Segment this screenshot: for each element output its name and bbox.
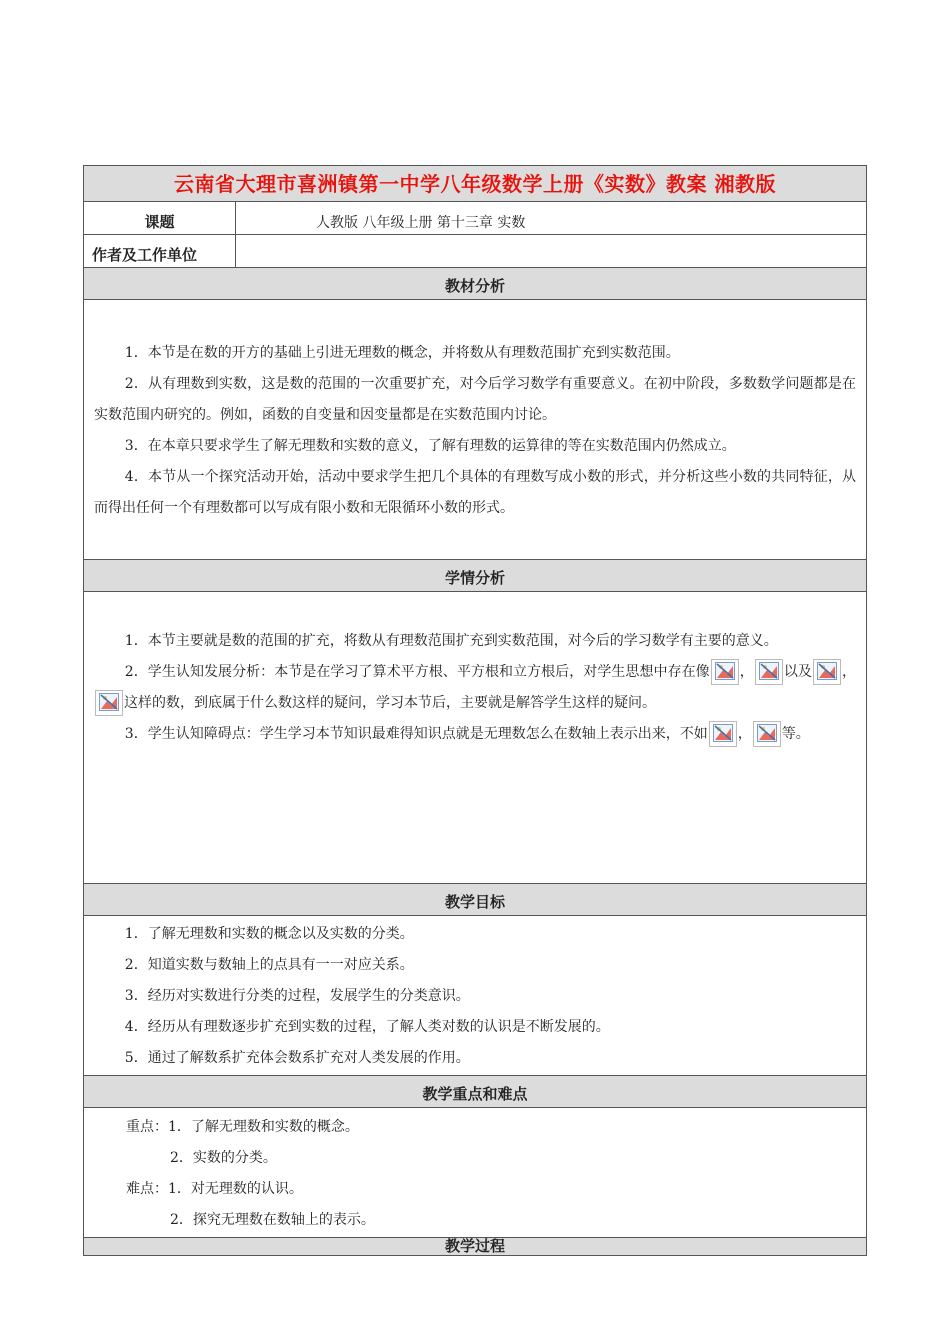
difficulty-line: 难点：1．对无理数的认识。 (126, 1181, 303, 1197)
section-heading-goals: 教学目标 (83, 884, 867, 916)
lesson-plan-table (83, 165, 867, 1256)
paragraph: 2．学生认知发展分析：本节是在学习了算术平方根、平方根和立方根后，对学生思想中存在像 ， 以及 ， 这样的数，到底属于什么数这样的疑问，学习本节后，主要就是解答学生这样的疑问。 (94, 657, 856, 719)
topic-label: 课题 (84, 202, 236, 234)
topic-row (83, 202, 867, 235)
broken-image-icon (709, 721, 737, 747)
list-item: 3．经历对实数进行分类的过程，发展学生的分类意识。 (124, 988, 470, 1004)
section-heading-keypoints: 教学重点和难点 (83, 1076, 867, 1108)
key-point-line: 重点：1．了解无理数和实数的概念。 (126, 1119, 359, 1135)
learner-analysis-body (83, 592, 867, 884)
paragraph: 1．本节是在数的开方的基础上引进无理数的概念，并将数从有理数范围扩充到实数范围。 (124, 345, 680, 361)
key-point-line: 2．实数的分类。 (170, 1150, 277, 1166)
broken-image-icon (813, 659, 841, 685)
list-item: 2．知道实数与数轴上的点具有一一对应关系。 (124, 957, 414, 973)
document-title: 云南省大理市喜洲镇第一中学八年级数学上册《实数》教案 湘教版 (83, 165, 867, 202)
section-heading-learner: 学情分析 (83, 560, 867, 592)
paragraph: 4．本节从一个探究活动开始，活动中要求学生把几个具体的有理数写成小数的形式，并分析这些小数的共同特征，从而得出任何一个有理数都可以写成有限小数和无限循环小数的形式。 (94, 469, 856, 516)
broken-image-icon (95, 690, 123, 716)
broken-image-icon (753, 721, 781, 747)
paragraph: 2．从有理数到实数，这是数的范围的一次重要扩充，对今后学习数学有重要意义。在初中阶段，多数数学问题都是在实数范围内研究的。例如，函数的自变量和因变量都是在实数范围内讨论。 (94, 376, 856, 423)
paragraph: 3．在本章只要求学生了解无理数和实数的意义，了解有理数的运算律的等在实数范围内仍然成立。 (124, 438, 736, 454)
topic-value: 人教版 八年级上册 第十三章 实数 (316, 215, 526, 231)
broken-image-icon (711, 659, 739, 685)
list-item: 5．通过了解数系扩充体会数系扩充对人类发展的作用。 (124, 1050, 470, 1066)
paragraph: 3．学生认知障碍点：学生学习本节知识最难得知识点就是无理数怎么在数轴上表示出来，不如 ， 等。 (94, 719, 856, 750)
section-heading-process: 教学过程 (83, 1238, 867, 1256)
broken-image-icon (755, 659, 783, 685)
material-analysis-body (83, 300, 867, 560)
paragraph: 1．本节主要就是数的范围的扩充，将数从有理数范围扩充到实数范围，对今后的学习数学有主要的意义。 (124, 633, 778, 649)
teaching-goals-body (83, 916, 867, 1076)
list-item: 4．经历从有理数逐步扩充到实数的过程，了解人类对数的认识是不断发展的。 (124, 1019, 610, 1035)
keypoints-body (83, 1108, 867, 1238)
author-label: 作者及工作单位 (84, 235, 236, 267)
section-heading-material: 教材分析 (83, 268, 867, 300)
author-row (83, 235, 867, 268)
author-value (236, 235, 866, 267)
list-item: 1．了解无理数和实数的概念以及实数的分类。 (124, 926, 414, 942)
difficulty-line: 2．探究无理数在数轴上的表示。 (170, 1212, 375, 1228)
